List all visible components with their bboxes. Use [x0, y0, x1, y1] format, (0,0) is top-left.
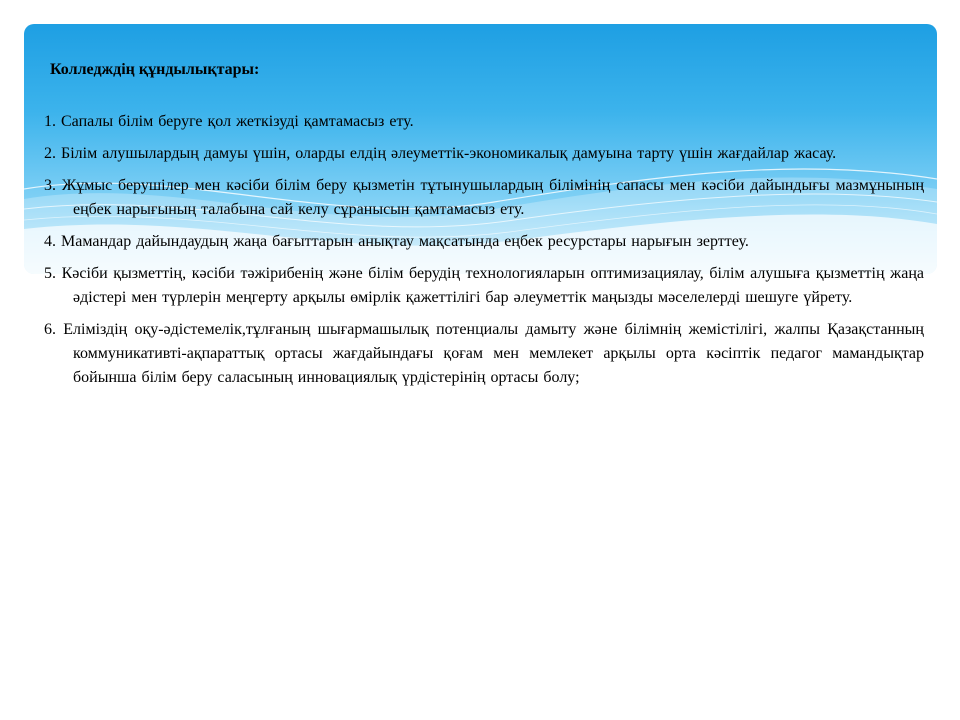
list-item-3: 3. Жұмыс берушілер мен кәсіби білім беру қызметін тұтынушылардың білімінің сапасы мен кәсіби дайындығы мазмұнының еңбек нарығының талабына сай келу сұранысын қамтамасыз ету.	[44, 177, 924, 218]
slide-content	[44, 58, 924, 398]
list-item-2: 2. Білім алушылардың дамуы үшін, оларды елдің әлеуметтік-экономикалық дамуына тарту үшін жағдайлар жасау.	[44, 145, 837, 162]
list-item-5: 5. Кәсіби қызметтің, кәсіби тәжірибенің және білім берудің технологияларын оптимизациялау, білім алушыға қызметтің жаңа әдістері мен түрлерін меңгерту арқылы өмірлік қажеттілігі бар әлеуметтік маңызды мәселелерді шешуге үйрету.	[44, 265, 924, 306]
list-item-4: 4. Мамандар дайындаудың жаңа бағыттарын анықтау мақсатында еңбек ресурстары нарығын зерттеу.	[44, 233, 749, 250]
list-item-1: 1. Сапалы білім беруге қол жеткізуді қамтамасыз ету.	[44, 113, 414, 130]
list-item-6: 6. Еліміздің оқу-әдістемелік,тұлғаның шығармашылық потенциалы дамыту және білімнің жемістілігі, жалпы Қазақстанның коммуникативті-ақпараттық ортасы жағдайындағы қоғам мен мемлекет арқылы орта кәсіптік педагог мамандықтар бойынша білім беру саласының инновациялық үрдістерінің ортасы болу;	[44, 321, 924, 386]
slide-title: Колледждің құндылықтары:	[50, 61, 260, 78]
